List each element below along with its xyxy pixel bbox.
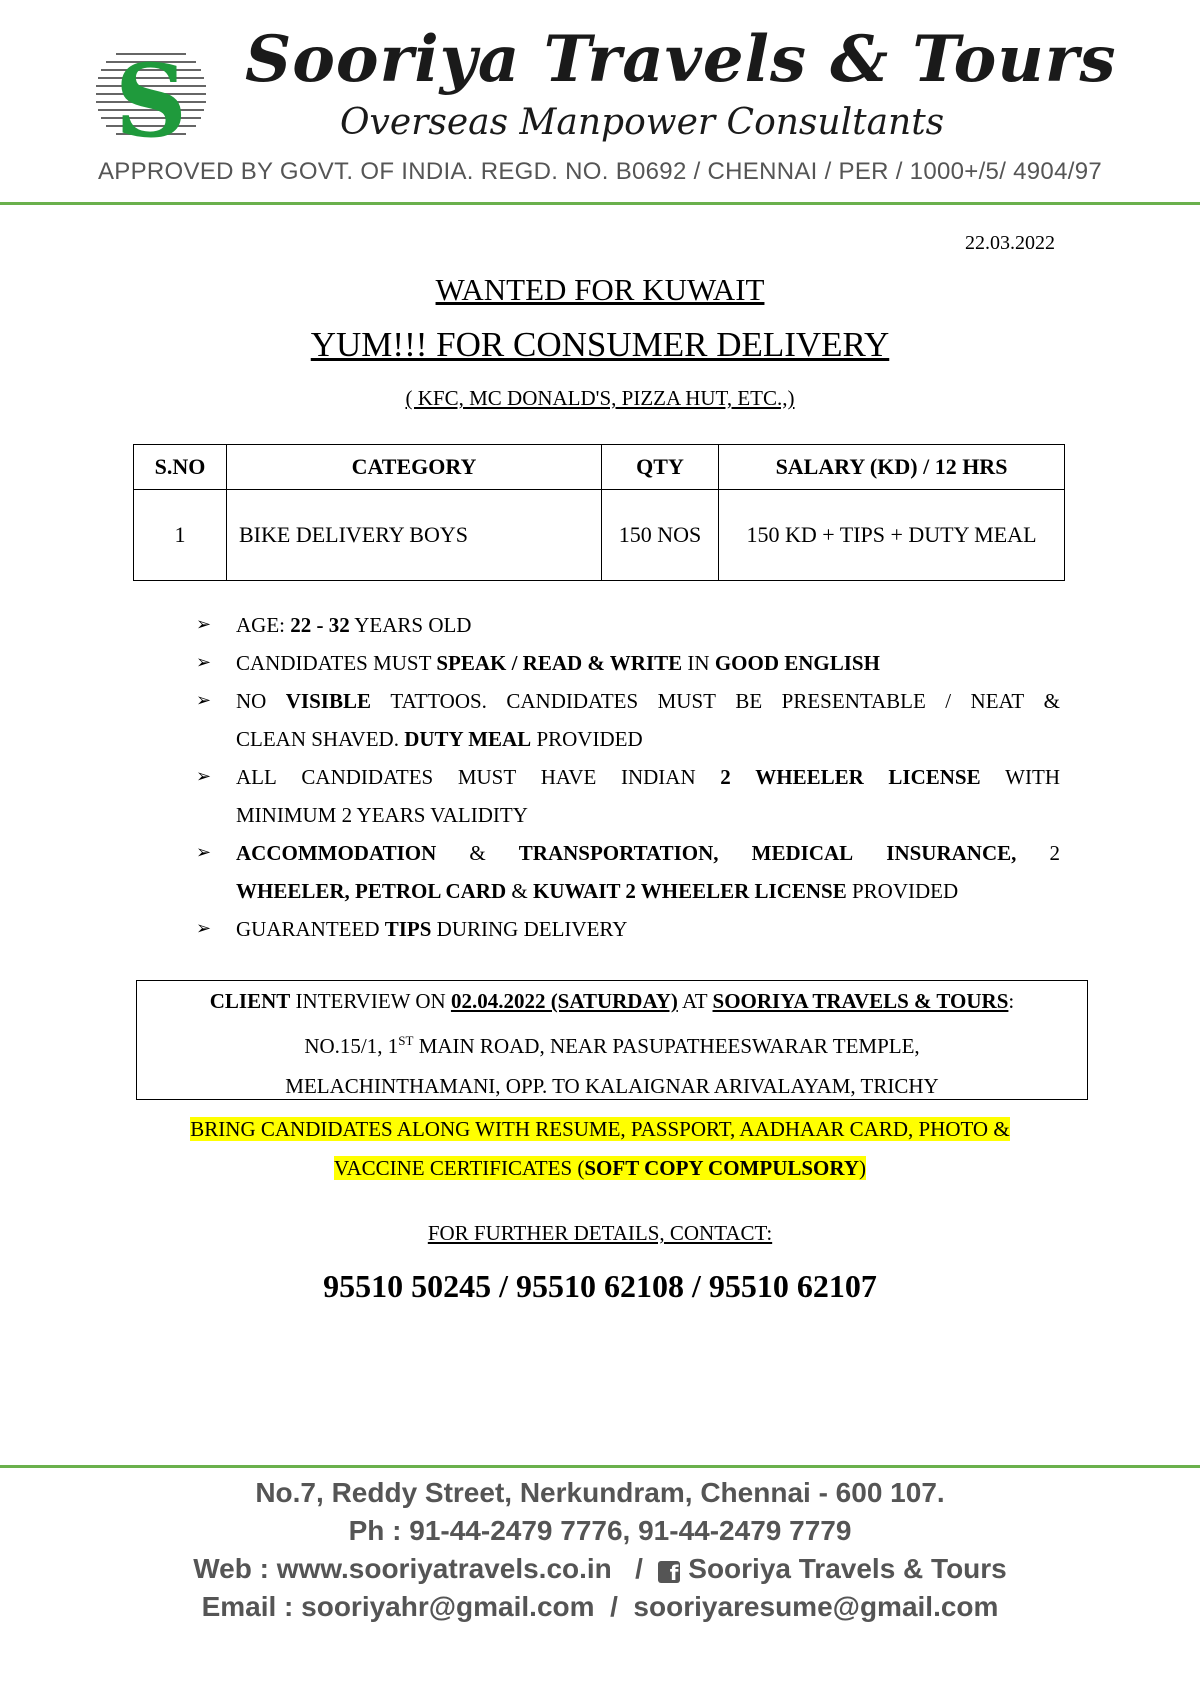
bullet-tips: GUARANTEED TIPS DURING DELIVERY (236, 917, 628, 941)
contact-label: FOR FURTHER DETAILS, CONTACT: (427, 1221, 773, 1245)
footer-facebook: Sooriya Travels & Tours (688, 1553, 1007, 1584)
heading-brands: ( KFC, MC DONALD'S, PIZZA HUT, ETC.,) (405, 386, 795, 410)
list-item (196, 606, 1060, 644)
bullet-age: AGE: 22 - 32 YEARS OLD (236, 613, 472, 637)
arrow-bullet-icon: ➢ (196, 690, 212, 711)
heading-client: YUM!!! FOR CONSUMER DELIVERY (310, 325, 890, 364)
footer-email: Email : sooriyahr@gmail.com / sooriyaresume@gmail.com (201, 1591, 999, 1622)
requirements-list (196, 606, 1060, 948)
list-item (196, 758, 1060, 834)
footer (0, 1474, 1200, 1626)
company-tagline: Overseas Manpower Consultants (340, 102, 945, 143)
cell-qty: 150 NOS (602, 490, 719, 581)
cell-category: BIKE DELIVERY BOYS (227, 490, 602, 581)
footer-phone: Ph : 91-44-2479 7776, 91-44-2479 7779 (348, 1515, 852, 1546)
heading-wanted: WANTED FOR KUWAIT (435, 272, 765, 307)
interview-box (136, 980, 1088, 1100)
bullet-license: ALL CANDIDATES MUST HAVE INDIAN 2 WHEELER LICENSE WITH MINIMUM 2 YEARS VALIDITY (236, 765, 1060, 827)
cell-salary: 150 KD + TIPS + DUTY MEAL (719, 490, 1065, 581)
document-date: 22.03.2022 (965, 232, 1055, 254)
job-table (133, 444, 1065, 581)
list-item (196, 644, 1060, 682)
bring-documents-note: BRING CANDIDATES ALONG WITH RESUME, PASSPORT, AADHAAR CARD, PHOTO & VACCINE CERTIFICATES (SOFT COPY COMPULSORY) (190, 1117, 1010, 1180)
bullet-english: CANDIDATES MUST SPEAK / READ & WRITE IN GOOD ENGLISH (236, 651, 880, 675)
contact-phones: 95510 50245 / 95510 62108 / 95510 62107 (323, 1268, 877, 1304)
col-qty: QTY (602, 445, 719, 490)
col-salary: SALARY (KD) / 12 HRS (719, 445, 1065, 490)
arrow-bullet-icon: ➢ (196, 918, 212, 939)
interview-line-3: MELACHINTHAMANI, OPP. TO KALAIGNAR ARIVALAYAM, TRICHY (285, 1074, 939, 1098)
arrow-bullet-icon: ➢ (196, 842, 212, 863)
company-logo (96, 40, 206, 150)
arrow-bullet-icon: ➢ (196, 652, 212, 673)
company-name: Sooriya Travels & Tours (245, 22, 1117, 97)
header-divider (0, 202, 1200, 205)
bullet-accommodation: ACCOMMODATION & TRANSPORTATION, MEDICAL INSURANCE, 2 WHEELER, PETROL CARD & KUWAIT 2 WHEELER LICENSE PROVIDED (236, 841, 1060, 903)
approval-registration: APPROVED BY GOVT. OF INDIA. REGD. NO. B0692 / CHENNAI / PER / 1000+/5/ 4904/97 (97, 158, 1102, 185)
footer-website: Web : www.sooriyatravels.co.in (193, 1553, 612, 1584)
col-category: CATEGORY (227, 445, 602, 490)
logo-letter-s: S (114, 42, 188, 150)
interview-line-2: NO.15/1, 1ST MAIN ROAD, NEAR PASUPATHEESWARAR TEMPLE, (304, 1033, 920, 1058)
arrow-bullet-icon: ➢ (196, 614, 212, 635)
facebook-icon: f (658, 1561, 680, 1583)
bullet-tattoo: NO VISIBLE TATTOOS. CANDIDATES MUST BE PRESENTABLE / NEAT & CLEAN SHAVED. DUTY MEAL PROVIDED (236, 689, 1060, 751)
list-item (196, 682, 1060, 758)
footer-web: Web : www.sooriyatravels.co.in / f Sooriya Travels & Tours (193, 1553, 1007, 1585)
table-row (134, 490, 1065, 581)
list-item (196, 834, 1060, 910)
footer-divider (0, 1465, 1200, 1468)
interview-line-1: CLIENT INTERVIEW ON 02.04.2022 (SATURDAY) AT SOORIYA TRAVELS & TOURS: (209, 989, 1015, 1013)
arrow-bullet-icon: ➢ (196, 766, 212, 787)
footer-address: No.7, Reddy Street, Nerkundram, Chennai - 600 107. (255, 1477, 945, 1508)
col-sno: S.NO (134, 445, 227, 490)
cell-sno: 1 (134, 490, 227, 581)
list-item (196, 910, 1060, 948)
table-header-row (134, 445, 1065, 490)
